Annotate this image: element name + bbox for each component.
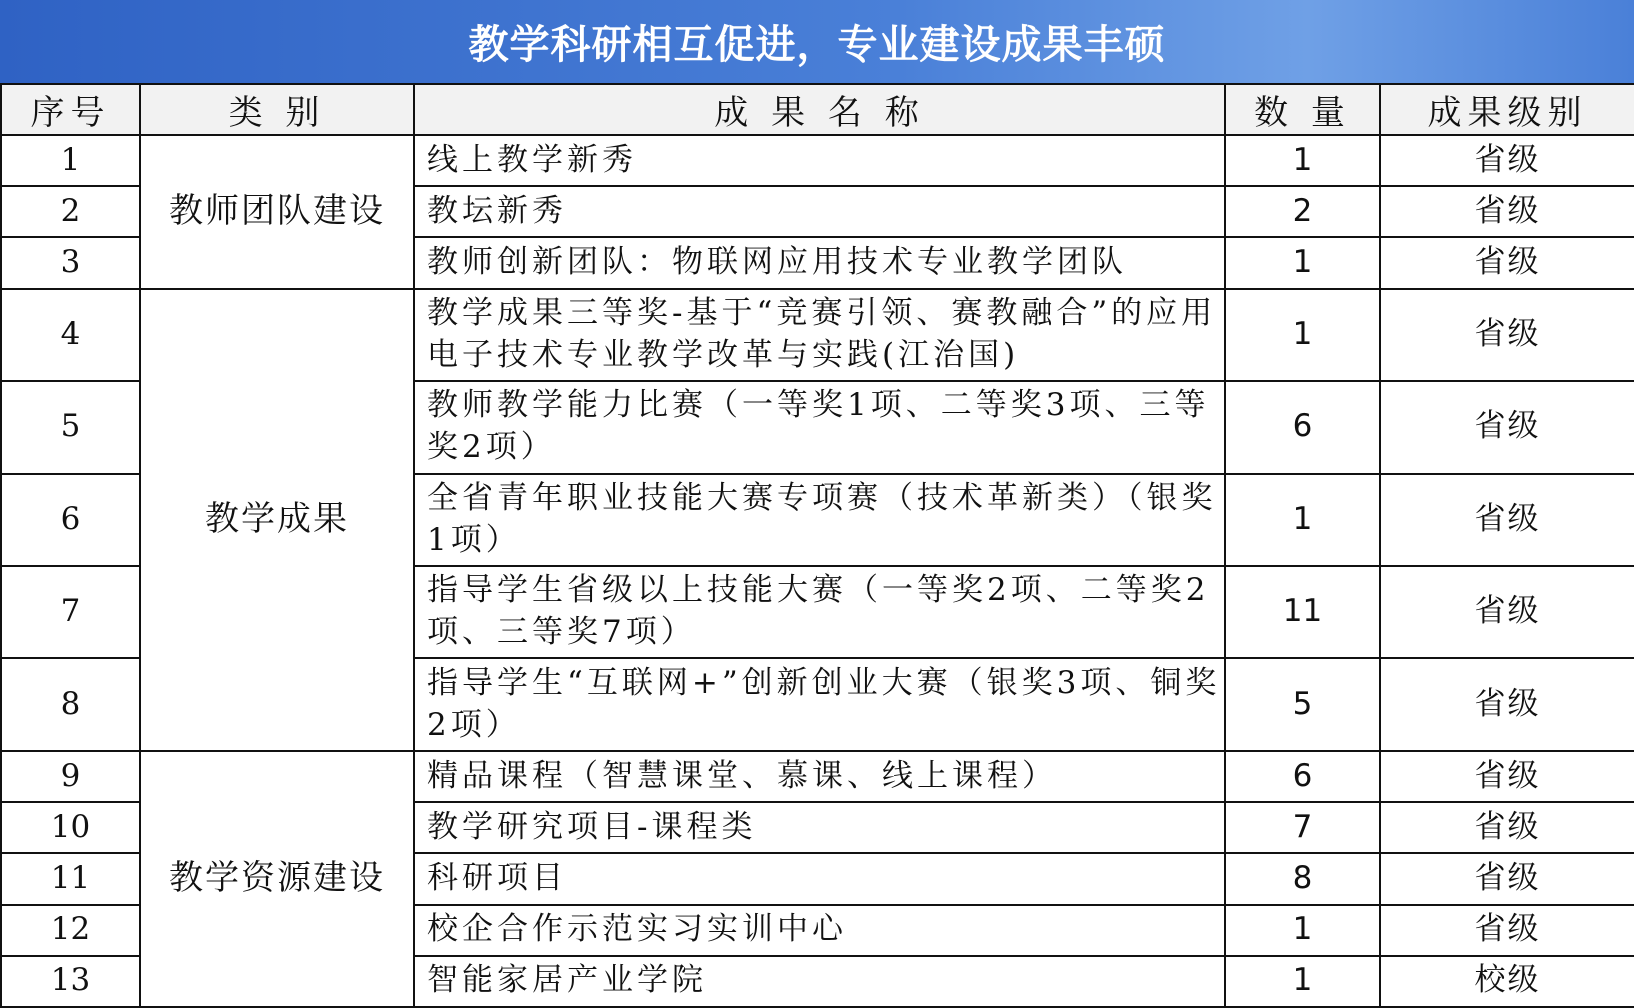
col-header-quantity: 数 量 xyxy=(1225,84,1380,135)
result-quantity: 7 xyxy=(1225,802,1380,853)
result-name: 教学成果三等奖-基于“竞赛引领、赛教融合”的应用电子技术专业教学改革与实践(江治国) xyxy=(414,289,1225,381)
row-index: 13 xyxy=(1,956,140,1007)
result-quantity: 1 xyxy=(1225,905,1380,956)
result-quantity: 6 xyxy=(1225,381,1380,473)
result-name: 全省青年职业技能大赛专项赛（技术革新类）（银奖1项） xyxy=(414,474,1225,566)
result-name: 教师创新团队：物联网应用技术专业教学团队 xyxy=(414,237,1225,288)
result-level: 省级 xyxy=(1380,474,1634,566)
result-level: 省级 xyxy=(1380,802,1634,853)
result-name: 教坛新秀 xyxy=(414,186,1225,237)
row-index: 3 xyxy=(1,237,140,288)
result-name: 智能家居产业学院 xyxy=(414,956,1225,1007)
result-name: 教师教学能力比赛（一等奖1项、二等奖3项、三等奖2项） xyxy=(414,381,1225,473)
row-index: 4 xyxy=(1,289,140,381)
result-quantity: 1 xyxy=(1225,956,1380,1007)
table-row xyxy=(1,135,1634,186)
col-header-index: 序号 xyxy=(1,84,140,135)
row-index: 6 xyxy=(1,474,140,566)
row-index: 9 xyxy=(1,751,140,802)
table-row xyxy=(1,751,1634,802)
category-cell: 教学资源建设 xyxy=(140,751,414,1007)
result-level: 省级 xyxy=(1380,751,1634,802)
header-row xyxy=(1,84,1634,135)
result-quantity: 5 xyxy=(1225,658,1380,750)
title-banner xyxy=(0,0,1634,85)
row-index: 12 xyxy=(1,905,140,956)
result-quantity: 6 xyxy=(1225,751,1380,802)
category-cell: 教师团队建设 xyxy=(140,135,414,289)
table-row xyxy=(1,289,1634,381)
result-level: 省级 xyxy=(1380,237,1634,288)
result-quantity: 1 xyxy=(1225,474,1380,566)
result-level: 省级 xyxy=(1380,905,1634,956)
row-index: 8 xyxy=(1,658,140,750)
result-level: 省级 xyxy=(1380,186,1634,237)
result-level: 省级 xyxy=(1380,566,1634,658)
result-quantity: 1 xyxy=(1225,135,1380,186)
result-name: 指导学生“互联网+”创新创业大赛（银奖3项、铜奖2项） xyxy=(414,658,1225,750)
row-index: 1 xyxy=(1,135,140,186)
row-index: 2 xyxy=(1,186,140,237)
row-index: 7 xyxy=(1,566,140,658)
result-level: 省级 xyxy=(1380,658,1634,750)
result-name: 指导学生省级以上技能大赛（一等奖2项、二等奖2项、三等奖7项） xyxy=(414,566,1225,658)
result-name: 线上教学新秀 xyxy=(414,135,1225,186)
row-index: 11 xyxy=(1,853,140,904)
row-index: 10 xyxy=(1,802,140,853)
page-title: 教学科研相互促进，专业建设成果丰硕 xyxy=(468,22,1166,68)
result-level: 省级 xyxy=(1380,381,1634,473)
result-quantity: 2 xyxy=(1225,186,1380,237)
results-table xyxy=(0,83,1634,1008)
result-name: 科研项目 xyxy=(414,853,1225,904)
result-quantity: 1 xyxy=(1225,237,1380,288)
result-level: 省级 xyxy=(1380,289,1634,381)
result-name: 校企合作示范实习实训中心 xyxy=(414,905,1225,956)
result-level: 省级 xyxy=(1380,135,1634,186)
col-header-name: 成 果 名 称 xyxy=(414,84,1225,135)
result-name: 教学研究项目-课程类 xyxy=(414,802,1225,853)
result-level: 省级 xyxy=(1380,853,1634,904)
result-level: 校级 xyxy=(1380,956,1634,1007)
result-quantity: 1 xyxy=(1225,289,1380,381)
result-name: 精品课程（智慧课堂、慕课、线上课程） xyxy=(414,751,1225,802)
result-quantity: 11 xyxy=(1225,566,1380,658)
col-header-category: 类 别 xyxy=(140,84,414,135)
result-quantity: 8 xyxy=(1225,853,1380,904)
row-index: 5 xyxy=(1,381,140,473)
category-cell: 教学成果 xyxy=(140,289,414,751)
col-header-level: 成果级别 xyxy=(1380,84,1634,135)
